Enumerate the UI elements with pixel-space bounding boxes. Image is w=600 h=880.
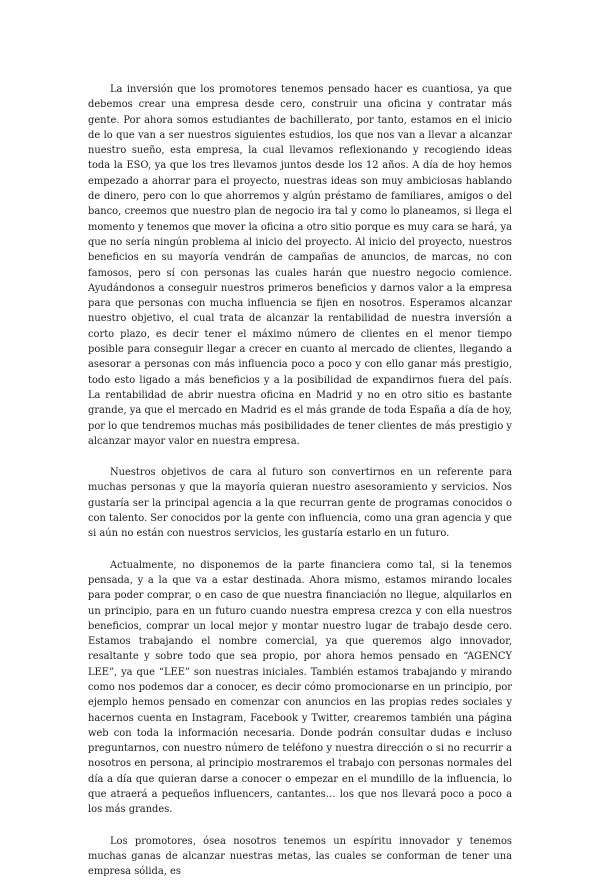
paragraph-financing: Actualmente, no disponemos de la parte financiera como tal, si la tenemos pensada, y a la que va a estar destinada. Ahora mismo, estamos mirando locales para poder comprar, o en caso de que nuestra financiación no llegue, alquilarlos en un principio, para en un futuro cuando nuestra empresa crezca y con ella nuestros beneficios, comprar un local mejor y montar nuestro lugar de trabajo desde cero. Estamos trabajando el nombre comercial, ya que queremos algo innovador, resaltante y sobre todo que sea propio, por ahora hemos pensado en “AGENCY LEE”, ya que “LEE” son nuestras iniciales. También estamos trabajando y mirando como nos podemos dar a conocer, es decir cómo promocionarse en un principio, por ejemplo hemos pensado en comenzar con anuncios en las propias redes sociales y hacernos cuenta en Instagram, Facebook y Twitter, crearemos también una página web con toda la información necesaria. Donde podrán consultar dudas e incluso preguntarnos, con nuestro número de teléfono y nuestra dirección o si no recurrir a nosotros en persona, al principio mostraremos el trabajo con personas normales del día a día que quieran darse a conocer o empezar en el mundillo de la influencia, lo que atraerá a pequeños influencers, cantantes… los que nos llevará poco a poco a los más grandes. — [88, 559, 512, 816]
paragraph-investment: La inversión que los promotores tenemos pensado hacer es cuantiosa, ya que debemos crear una empresa desde cero, construir una oficina y contratar más gente. Por ahora somos estudiantes de bachillerato, por tanto, estamos en el inicio de lo que van a ser nuestros siguientes estudios, los que nos van a llevar a alcanzar nuestro sueño, esta empresa, la cual llevamos reflexionando y recogiendo ideas toda la ESO, ya que los tres llevamos juntos desde los 12 años. A día de hoy hemos empezado a ahorrar para el proyecto, nuestras ideas son muy ambiciosas hablando de dinero, pero con lo que ahorremos y algún préstamo de familiares, amigos o del banco, creemos que nuestro plan de negocio ira tal y como lo planeamos, si llega el momento y tenemos que mover la oficina a otro sitio porque es muy cara se hará, ya que no sería ningún problema al inicio del proyecto. Al inicio del proyecto, nuestros beneficios en su mayoría vendrán de campañas de anuncios, de marcas, no con famosos, pero sí con personas las cuales harán que nuestro negocio comience. Ayudándonos a conseguir nuestros primeros beneficios y darnos valor a la empresa para que personas con mucha influencia se fijen en nosotros. Esperamos alcanzar nuestro objetivo, el cual trata de alcanzar la rentabilidad de nuestra inversión a corto plazo, es decir tener el máximo número de clientes en el menor tiempo posible para conseguir llegar a crecer en cuanto al mercado de clientes, llegando a asesorar a personas con más influencia poco a poco y con ello ganar más prestigio, todo esto ligado a más beneficios y a la posibilidad de expandirnos fuera del país. La rentabilidad de abrir nuestra oficina en Madrid y no en otro sitio es bastante grande, ya que el mercado en Madrid es el más grande de toda España a día de hoy, por lo que tendremos muchas más posibilidades de tener clientes de más prestigio y alcanzar mayor valor en nuestra empresa. — [88, 84, 512, 447]
paragraph-objectives: Nuestros objetivos de cara al futuro son convertirnos en un referente para muchas personas y que la mayoría quieran nuestro asesoramiento y servicios. Nos gustaría ser la principal agencia a la que recurran gente de programas conocidos o con talento. Ser conocidos por la gente con influencia, como una gran agencia y que si aún no están con nuestros servicios, les gustaría estarlo en un futuro. — [88, 467, 512, 540]
paragraph-promoters: Los promotores, ósea nosotros tenemos un espíritu innovador y tenemos muchas ganas de alcanzar nuestras metas, las cuales se conforman de tener una empresa sólida, es — [88, 835, 512, 878]
